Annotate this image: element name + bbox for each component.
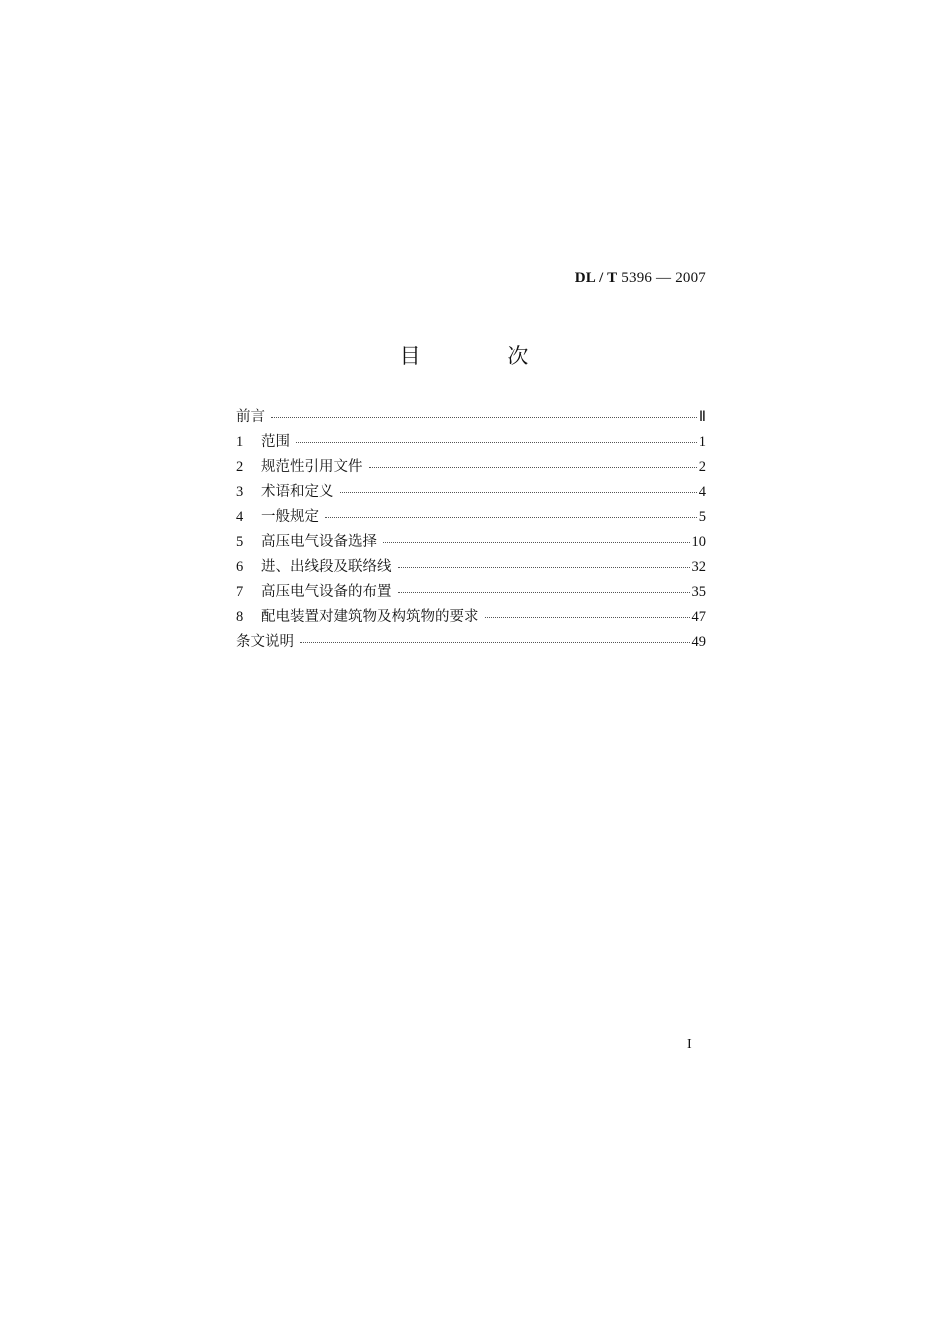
toc-entry-number: 7 (236, 584, 244, 600)
toc-entry-page: 47 (691, 609, 706, 625)
toc-dot-leader (369, 455, 697, 468)
toc-dot-leader (485, 605, 690, 618)
toc-entry-number: 8 (236, 609, 244, 625)
toc-dot-leader (300, 630, 690, 643)
toc-dot-leader (398, 555, 690, 568)
toc-entry-8[interactable] (236, 605, 706, 630)
toc-entry-label: 范围 (261, 434, 290, 450)
toc-entry-page: 4 (698, 484, 706, 500)
toc-entry-page: 5 (698, 509, 706, 525)
toc-entry-label: 条文说明 (236, 634, 294, 650)
toc-entry-number: 3 (236, 484, 244, 500)
toc-entry-label: 一般规定 (261, 509, 319, 525)
toc-entry-number: 4 (236, 509, 244, 525)
toc-entry-5[interactable] (236, 530, 706, 555)
toc-entry-label: 配电装置对建筑物及构筑物的要求 (261, 609, 479, 625)
toc-entry-6[interactable] (236, 555, 706, 580)
toc-dot-leader (296, 430, 697, 443)
toc-dot-leader (383, 530, 690, 543)
toc-dot-leader (271, 405, 697, 418)
toc-entry-label: 规范性引用文件 (261, 459, 363, 475)
standard-code (575, 270, 706, 287)
toc-entry-explanation[interactable] (236, 630, 706, 655)
toc-entry-page: 32 (691, 559, 706, 575)
toc-dot-leader (340, 480, 697, 493)
toc-entry-label: 术语和定义 (261, 484, 334, 500)
toc-entry-label: 高压电气设备选择 (261, 534, 377, 550)
toc-entry-7[interactable] (236, 580, 706, 605)
toc-entry-number: 5 (236, 534, 244, 550)
toc-entry-number: 2 (236, 459, 244, 475)
toc-entry-1[interactable] (236, 430, 706, 455)
toc-entry-page: Ⅱ (698, 409, 706, 425)
toc-entry-page: 2 (698, 459, 706, 475)
toc-dot-leader (325, 505, 697, 518)
standard-code-number: 5396 — 2007 (621, 270, 706, 286)
toc-entry-foreword[interactable] (236, 405, 706, 430)
toc-entry-page: 1 (698, 434, 706, 450)
page-number: I (687, 1037, 692, 1052)
toc-entry-2[interactable] (236, 455, 706, 480)
toc-title: 目 次 (399, 344, 569, 368)
toc-entry-number: 1 (236, 434, 244, 450)
toc-entry-label: 进、出线段及联络线 (261, 559, 392, 575)
standard-code-prefix: DL / T (574, 270, 618, 286)
toc-entry-number: 6 (236, 559, 244, 575)
toc-entry-label: 前言 (236, 409, 265, 425)
table-of-contents (236, 405, 706, 655)
toc-entry-page: 49 (691, 634, 706, 650)
toc-entry-4[interactable] (236, 505, 706, 530)
toc-entry-page: 35 (691, 584, 706, 600)
toc-dot-leader (398, 580, 690, 593)
toc-entry-3[interactable] (236, 480, 706, 505)
toc-entry-page: 10 (691, 534, 706, 550)
toc-entry-label: 高压电气设备的布置 (261, 584, 392, 600)
